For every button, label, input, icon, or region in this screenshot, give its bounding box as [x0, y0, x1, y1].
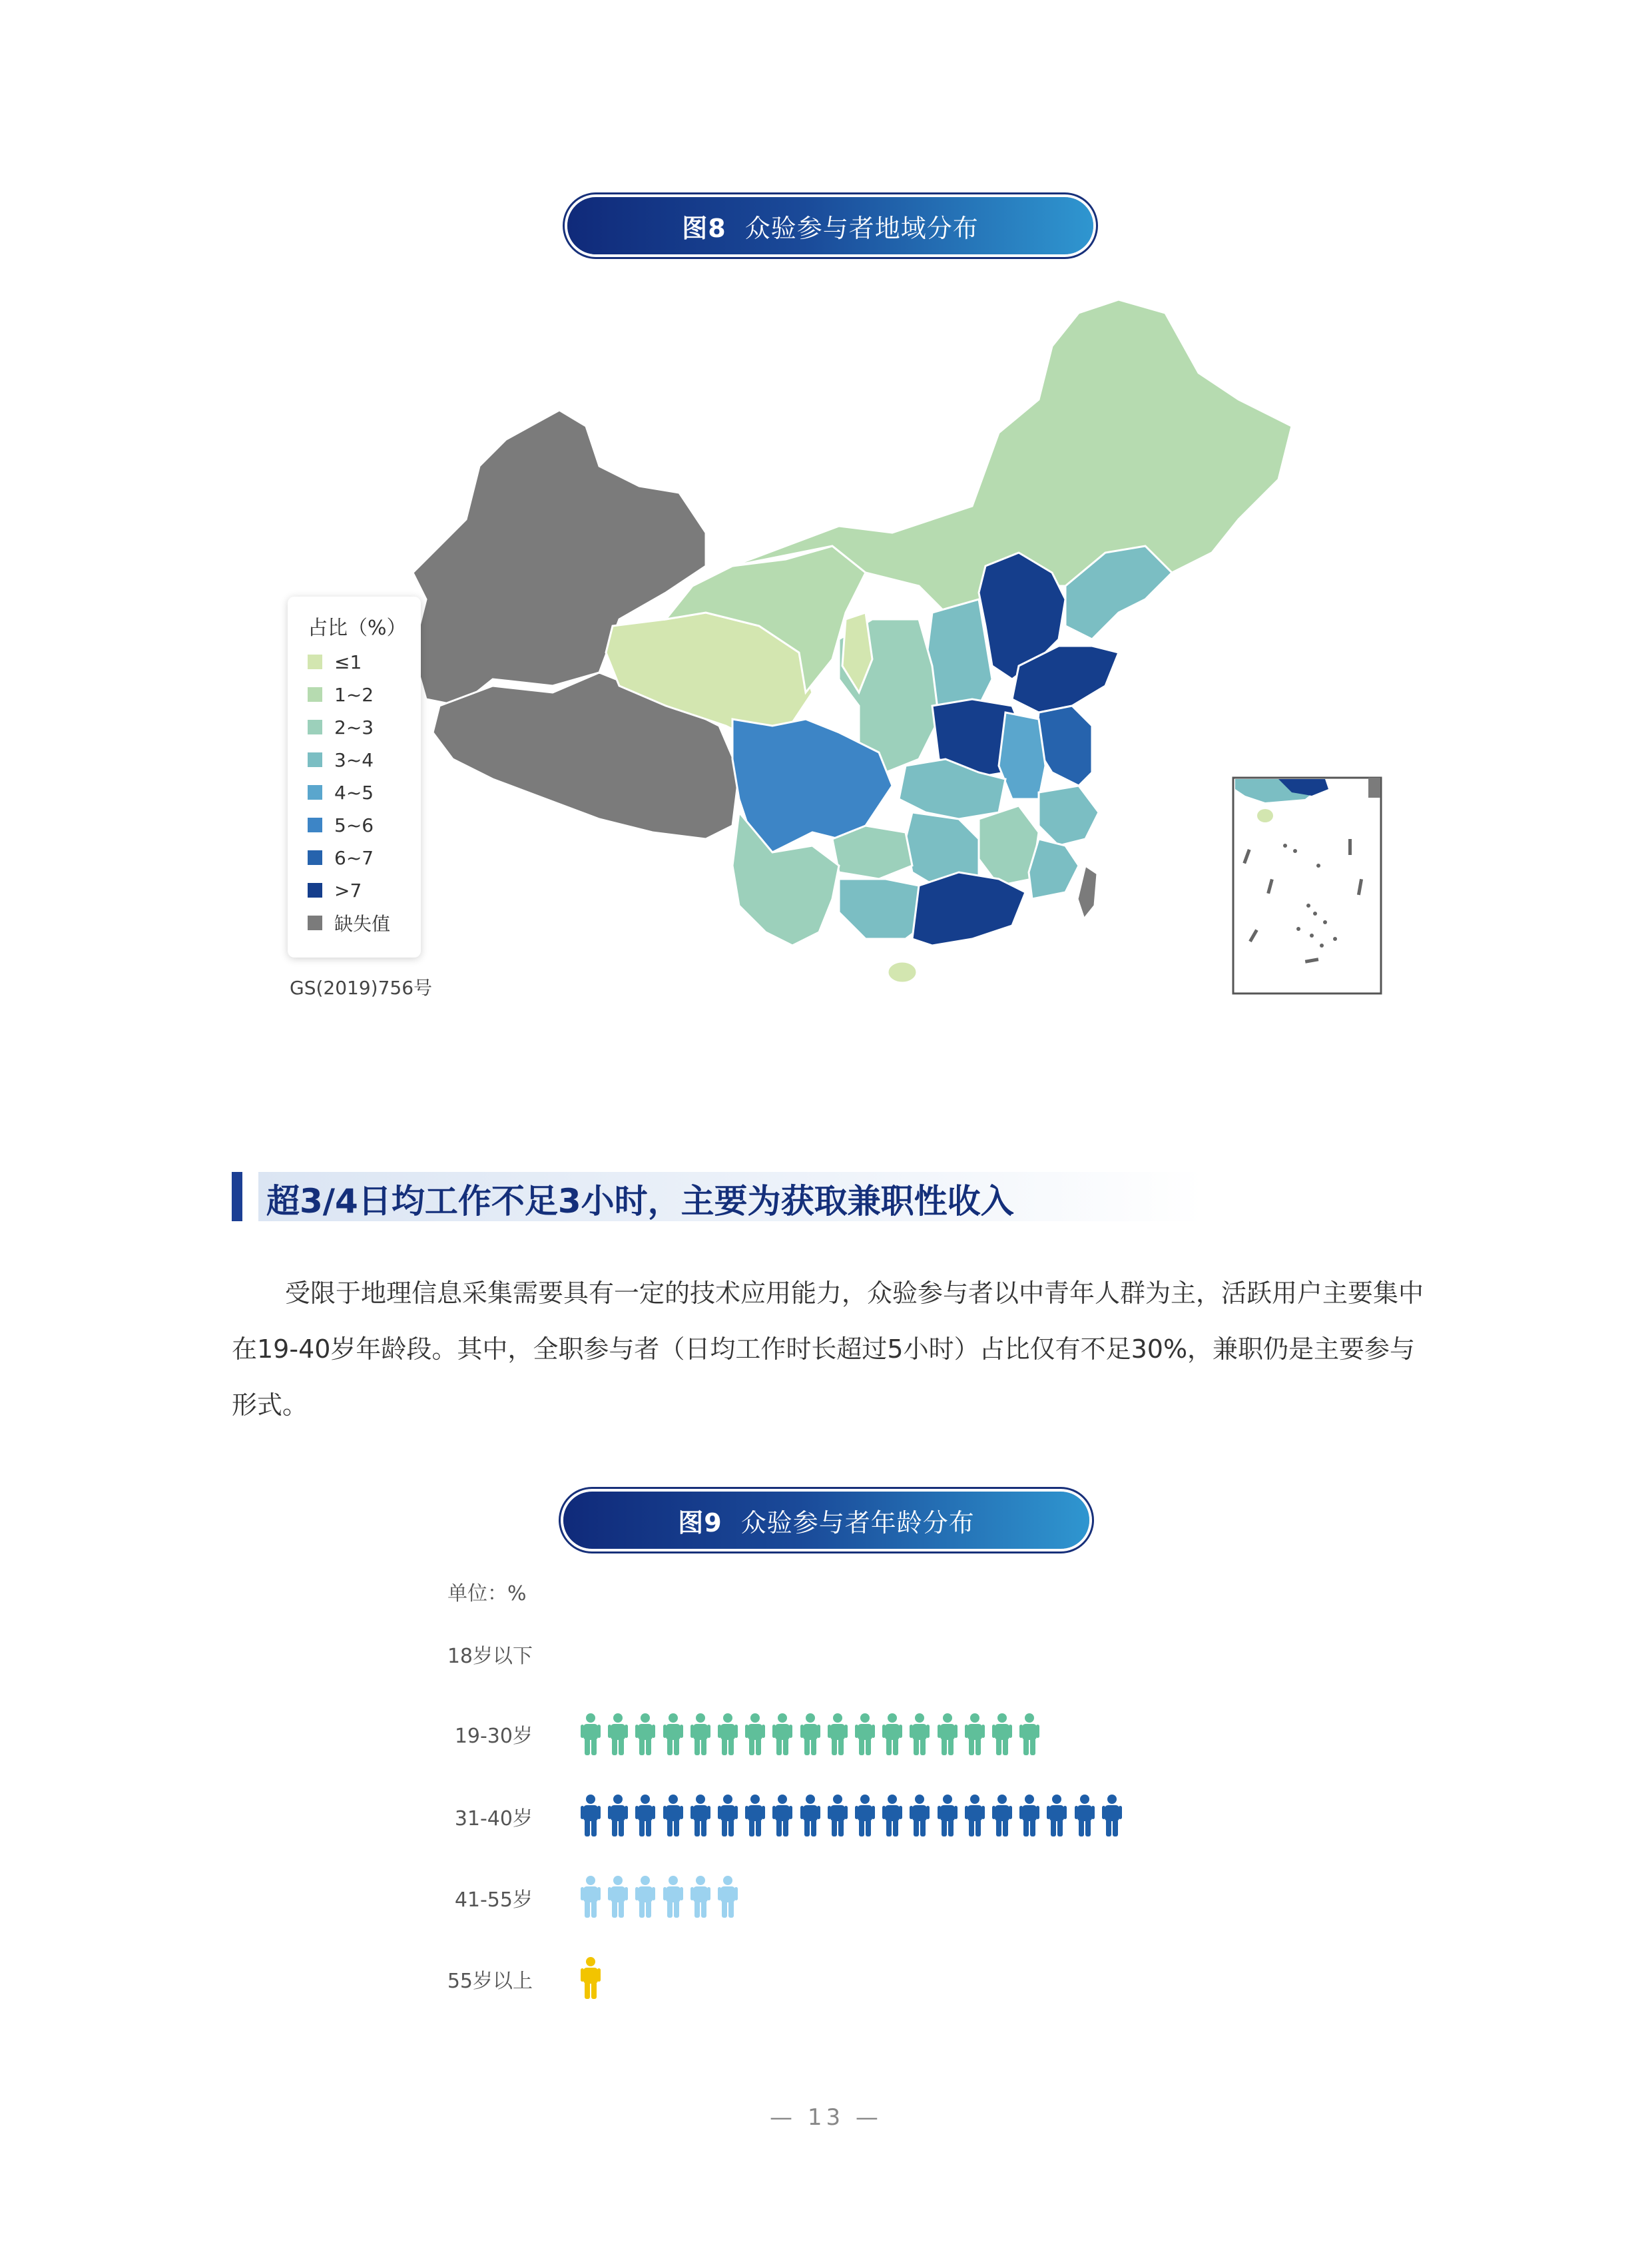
figure-9-number: 图9: [678, 1508, 722, 1538]
region-guangdong: [912, 872, 1025, 946]
person-icon: [992, 1713, 1012, 1755]
region-zhejiang: [1039, 786, 1099, 846]
person-icon: [663, 1713, 683, 1755]
person-icon: [1102, 1794, 1122, 1836]
figure-8-number: 图8: [682, 213, 726, 243]
region-guizhou: [832, 826, 912, 879]
age-label: 55岁以上: [447, 1970, 533, 1993]
legend-label: >7: [334, 879, 362, 902]
china-map: [0, 0, 1652, 1039]
legend-swatch: [308, 720, 322, 734]
person-icon: [581, 1956, 601, 1999]
person-icon: [772, 1713, 792, 1755]
person-icon: [910, 1794, 930, 1836]
person-icon: [663, 1875, 683, 1918]
section-title: 超3/4日均工作不足3小时，主要为获取兼职性收入: [266, 1182, 1014, 1221]
body-text: 受限于地理信息采集需要具有一定的技术应用能力，众验参与者以中青年人群为主，活跃用户主要集中在19-40岁年龄段。其中，全职参与者（日均工作时长超过5小时）占比仅有不足30%，兼职仍是主要参与形式。: [232, 1278, 1424, 1420]
body-paragraph: [232, 1265, 1424, 1433]
legend-item: [308, 878, 362, 902]
legend-item: [308, 846, 374, 870]
person-icon: [663, 1794, 683, 1836]
legend-swatch: [308, 818, 322, 832]
south-china-sea-inset: [1233, 778, 1381, 993]
person-icon: [608, 1875, 628, 1918]
legend-item: [308, 911, 390, 935]
person-icon: [581, 1875, 601, 1918]
person-icon: [635, 1794, 655, 1836]
person-icon: [1019, 1794, 1039, 1836]
legend-swatch: [308, 850, 322, 865]
person-icon: [581, 1794, 601, 1836]
map-approval-code: GS(2019)756号: [290, 977, 433, 999]
legend-swatch: [308, 752, 322, 767]
legend-item: [308, 683, 374, 706]
person-icon: [1019, 1713, 1039, 1755]
region-fujian: [1029, 839, 1079, 899]
legend-item: [308, 748, 374, 772]
person-icon: [690, 1713, 710, 1755]
person-icon: [690, 1794, 710, 1836]
legend-label: ≤1: [334, 651, 362, 673]
person-icon: [745, 1713, 765, 1755]
person-icon: [882, 1794, 902, 1836]
legend-item: [308, 650, 362, 674]
person-icon: [718, 1794, 738, 1836]
person-icon: [718, 1875, 738, 1918]
legend-label: 3~4: [334, 748, 374, 771]
person-icon: [1075, 1794, 1095, 1836]
person-icon: [965, 1713, 985, 1755]
legend-label: 2~3: [334, 716, 374, 738]
person-icon: [938, 1713, 958, 1755]
legend-label: 6~7: [334, 846, 374, 869]
figure-8-caption: 众验参与者地域分布: [744, 213, 979, 243]
legend-swatch: [308, 916, 322, 930]
legend-label: 4~5: [334, 781, 374, 804]
person-icon: [635, 1713, 655, 1755]
legend-item: [308, 813, 374, 837]
person-icon: [855, 1713, 875, 1755]
age-label: 19-30岁: [454, 1725, 533, 1748]
person-icon: [992, 1794, 1012, 1836]
region-hainan: [888, 962, 917, 983]
person-icon: [910, 1713, 930, 1755]
person-icon: [772, 1794, 792, 1836]
age-label: 31-40岁: [454, 1807, 533, 1830]
page-number: — 13 —: [770, 2104, 882, 2131]
chart-unit: 单位：%: [447, 1582, 527, 1605]
legend-label: 缺失值: [334, 913, 391, 935]
person-icon: [855, 1794, 875, 1836]
legend-item: [308, 780, 374, 804]
legend-swatch: [308, 785, 322, 800]
person-icon: [608, 1713, 628, 1755]
person-icon: [882, 1713, 902, 1755]
person-icon: [635, 1875, 655, 1918]
region-taiwan: [1077, 866, 1097, 919]
legend-swatch: [308, 687, 322, 702]
person-icon: [828, 1794, 848, 1836]
legend-label: 1~2: [334, 683, 374, 706]
person-icon: [965, 1794, 985, 1836]
region-anhui: [999, 712, 1045, 799]
legend-title: 占比（%）: [308, 617, 407, 640]
legend-label: 5~6: [334, 814, 374, 836]
person-icon: [718, 1713, 738, 1755]
legend-swatch: [308, 655, 322, 669]
legend-swatch: [308, 883, 322, 898]
age-label: 41-55岁: [454, 1888, 533, 1912]
map-legend: [288, 597, 421, 958]
person-icon: [800, 1713, 820, 1755]
figure-9-caption: 众验参与者年龄分布: [740, 1508, 975, 1538]
person-icon: [690, 1875, 710, 1918]
person-icon: [800, 1794, 820, 1836]
person-icon: [938, 1794, 958, 1836]
person-icon: [608, 1794, 628, 1836]
figure-9-title: [563, 1492, 1089, 1549]
person-icon: [745, 1794, 765, 1836]
age-label: 18岁以下: [447, 1645, 533, 1668]
person-icon: [828, 1713, 848, 1755]
person-icon: [581, 1713, 601, 1755]
legend-item: [308, 715, 374, 739]
section-accent-bar: [232, 1172, 242, 1221]
person-icon: [1047, 1794, 1067, 1836]
